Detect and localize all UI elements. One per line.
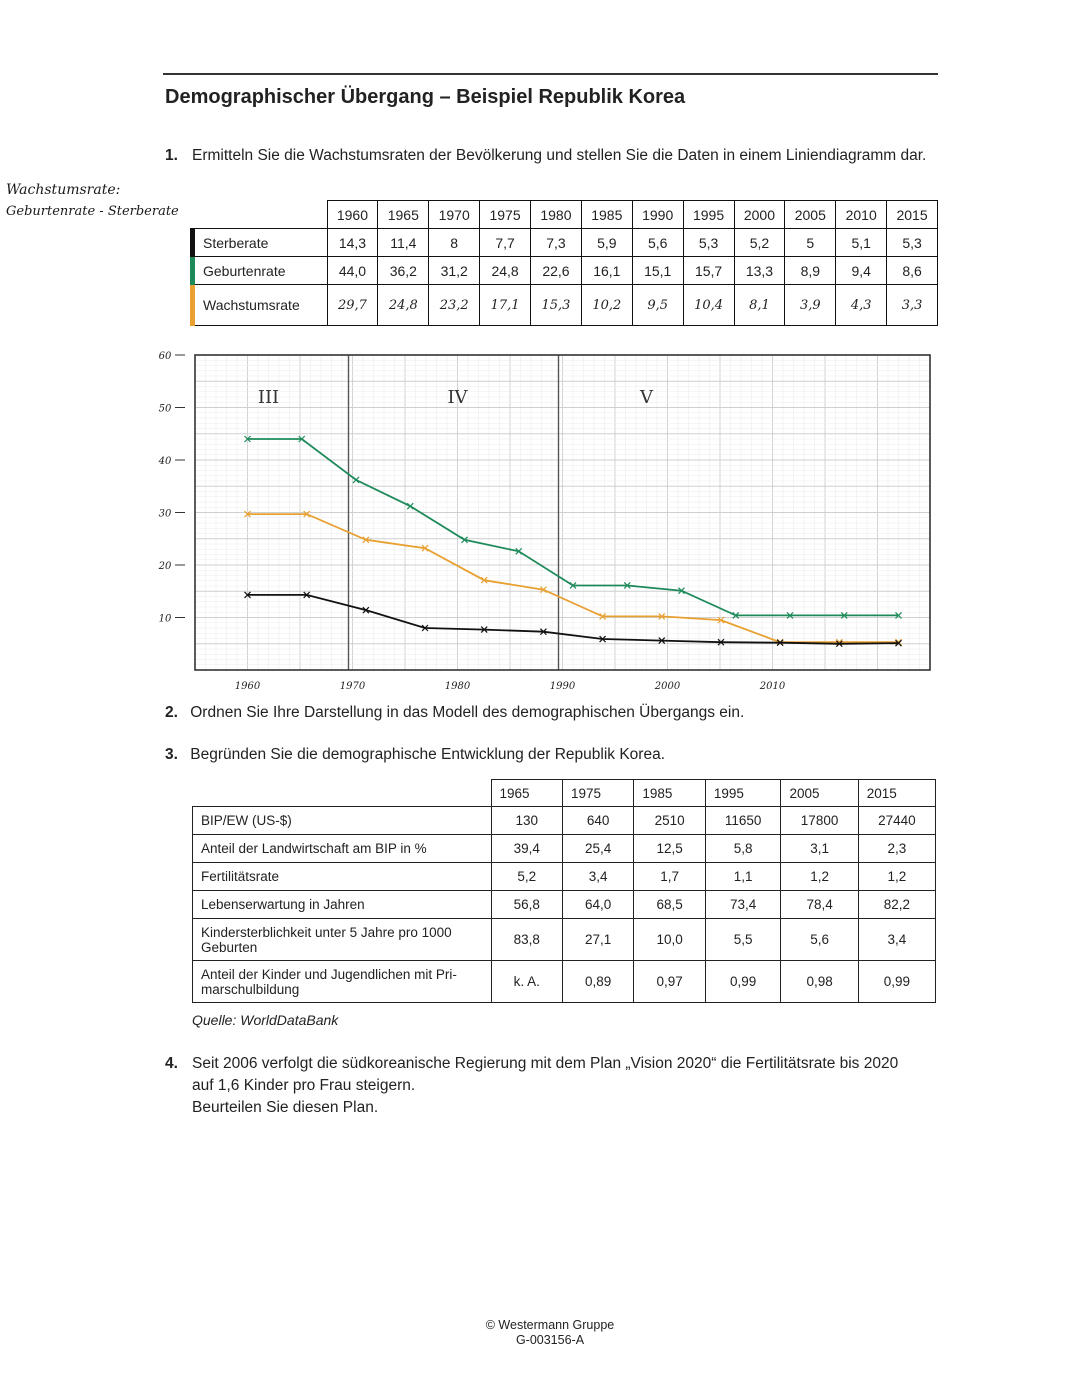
row-label: Fertilitätsrate xyxy=(193,863,492,891)
table-cell: 5,3 xyxy=(683,229,734,257)
table-row xyxy=(193,835,936,863)
table-row xyxy=(193,229,938,257)
rates-header-row xyxy=(193,201,938,229)
econ-table xyxy=(192,779,936,1003)
table-cell: 8,9 xyxy=(785,257,836,285)
handwritten-cell: 4,3 xyxy=(836,285,887,326)
row-label: Anteil der Kinder und Jugendlichen mit Pri-marschulbildung xyxy=(193,961,492,1003)
y-tick-label: 10 xyxy=(158,613,172,625)
year-header: 1965 xyxy=(491,780,562,807)
handwritten-cell: 17,1 xyxy=(480,285,531,326)
table-cell: 0,99 xyxy=(705,961,781,1003)
table-cell: 78,4 xyxy=(781,891,858,919)
year-header: 1975 xyxy=(562,780,633,807)
table-cell: 13,3 xyxy=(734,257,785,285)
table-cell: 16,1 xyxy=(581,257,632,285)
table-row xyxy=(193,285,938,326)
table-cell: 5,9 xyxy=(581,229,632,257)
year-header: 1975 xyxy=(480,201,531,229)
question-1 xyxy=(165,145,945,167)
table-cell: 1,2 xyxy=(858,863,935,891)
table-cell: k. A. xyxy=(491,961,562,1003)
table-cell: 130 xyxy=(491,807,562,835)
table-cell: 56,8 xyxy=(491,891,562,919)
question-2-text: Ordnen Sie Ihre Darstellung in das Modell des demographischen Übergangs ein. xyxy=(190,704,745,721)
question-2-number: 2. xyxy=(165,704,178,721)
margin-note-1: Wachstumsrate: xyxy=(6,182,121,198)
table-cell: 68,5 xyxy=(634,891,705,919)
econ-corner xyxy=(193,780,492,807)
y-tick-label: 30 xyxy=(158,508,172,520)
line-chart xyxy=(140,345,940,700)
x-tick-label: 1980 xyxy=(444,681,471,692)
x-tick-label: 2010 xyxy=(759,681,786,692)
question-4 xyxy=(165,1053,945,1116)
handwritten-cell: 8,1 xyxy=(734,285,785,326)
table-cell: 39,4 xyxy=(491,835,562,863)
table-cell: 5,2 xyxy=(734,229,785,257)
table-cell: 2,3 xyxy=(858,835,935,863)
table-cell: 1,7 xyxy=(634,863,705,891)
year-header: 1995 xyxy=(705,780,781,807)
table-cell: 7,7 xyxy=(480,229,531,257)
margin-note-2: Geburtenrate - Sterberate xyxy=(6,204,179,219)
table-cell: 22,6 xyxy=(531,257,582,285)
year-header: 1960 xyxy=(327,201,378,229)
table-cell: 0,98 xyxy=(781,961,858,1003)
year-header: 1995 xyxy=(683,201,734,229)
year-header: 1970 xyxy=(429,201,480,229)
table-cell: 640 xyxy=(562,807,633,835)
source-note: Quelle: WorldDataBank xyxy=(192,1012,339,1028)
table-row xyxy=(193,961,936,1003)
table-cell: 64,0 xyxy=(562,891,633,919)
question-3 xyxy=(165,744,665,766)
table-cell: 7,3 xyxy=(531,229,582,257)
table-cell: 8,6 xyxy=(887,257,938,285)
handwritten-cell: 15,3 xyxy=(531,285,582,326)
table-cell: 10,0 xyxy=(634,919,705,961)
table-cell: 3,4 xyxy=(858,919,935,961)
table-cell: 1,2 xyxy=(781,863,858,891)
year-header: 1990 xyxy=(632,201,683,229)
row-label-geburtenrate: Geburtenrate xyxy=(193,257,328,285)
y-tick-label: 50 xyxy=(158,403,172,415)
table-cell: 24,8 xyxy=(480,257,531,285)
table-row xyxy=(193,257,938,285)
question-4-line-3: Beurteilen Sie diesen Plan. xyxy=(192,1099,379,1116)
table-row xyxy=(193,919,936,961)
table-cell: 5,6 xyxy=(781,919,858,961)
question-4-number: 4. xyxy=(165,1055,178,1072)
year-header: 1980 xyxy=(531,201,582,229)
table-cell: 0,89 xyxy=(562,961,633,1003)
row-label: Kindersterblichkeit unter 5 Jahre pro 1000 Geburten xyxy=(193,919,492,961)
rates-table xyxy=(190,200,938,326)
row-label: Lebenserwartung in Jahren xyxy=(193,891,492,919)
table-row xyxy=(193,891,936,919)
table-cell: 11,4 xyxy=(378,229,429,257)
handwritten-cell: 3,3 xyxy=(887,285,938,326)
row-label-sterberate: Sterberate xyxy=(193,229,328,257)
year-header: 2005 xyxy=(785,201,836,229)
y-tick-label: 40 xyxy=(158,456,172,467)
row-label: BIP/EW (US-$) xyxy=(193,807,492,835)
question-4-line-1: Seit 2006 verfolgt die südkoreanische Regierung mit dem Plan „Vision 2020“ die Fertilitätsrate bis 2020 xyxy=(192,1055,899,1072)
x-tick-label: 1990 xyxy=(549,681,576,692)
y-tick-label: 60 xyxy=(158,351,172,362)
x-tick-label: 2000 xyxy=(654,681,681,692)
table-cell: 27,1 xyxy=(562,919,633,961)
table-cell: 5,6 xyxy=(632,229,683,257)
y-tick-label: 20 xyxy=(158,561,172,572)
handwritten-cell: 29,7 xyxy=(327,285,378,326)
rates-corner xyxy=(193,201,328,229)
year-header: 2010 xyxy=(836,201,887,229)
handwritten-cell: 10,4 xyxy=(683,285,734,326)
handwritten-cell: 3,9 xyxy=(785,285,836,326)
question-3-number: 3. xyxy=(165,746,178,763)
question-1-number: 1. xyxy=(165,147,178,164)
table-cell: 73,4 xyxy=(705,891,781,919)
phase-label: III xyxy=(257,387,280,408)
question-1-text: Ermitteln Sie die Wachstumsraten der Bevölkerung und stellen Sie die Daten in einem Liniendiagramm dar. xyxy=(192,147,927,164)
data-point xyxy=(407,503,413,509)
phase-label: IV xyxy=(447,387,468,408)
phase-label: V xyxy=(640,387,653,408)
year-header: 2000 xyxy=(734,201,785,229)
x-tick-label: 1960 xyxy=(234,681,261,692)
table-cell: 25,4 xyxy=(562,835,633,863)
table-cell: 83,8 xyxy=(491,919,562,961)
handwritten-cell: 9,5 xyxy=(632,285,683,326)
table-cell: 8 xyxy=(429,229,480,257)
question-4-line-2: auf 1,6 Kinder pro Frau steigern. xyxy=(192,1077,416,1094)
table-cell: 1,1 xyxy=(705,863,781,891)
table-cell: 27440 xyxy=(858,807,935,835)
question-3-text: Begründen Sie die demographische Entwicklung der Republik Korea. xyxy=(190,746,666,763)
table-cell: 3,4 xyxy=(562,863,633,891)
year-header: 1985 xyxy=(581,201,632,229)
year-header: 1965 xyxy=(378,201,429,229)
year-header: 2005 xyxy=(781,780,858,807)
table-cell: 9,4 xyxy=(836,257,887,285)
table-cell: 5,5 xyxy=(705,919,781,961)
x-tick-label: 1970 xyxy=(339,681,366,692)
table-cell: 15,7 xyxy=(683,257,734,285)
year-header: 2015 xyxy=(887,201,938,229)
page-title: Demographischer Übergang – Beispiel Republik Korea xyxy=(165,86,686,108)
econ-header-row xyxy=(193,780,936,807)
table-cell: 5 xyxy=(785,229,836,257)
table-cell: 3,1 xyxy=(781,835,858,863)
table-cell: 15,1 xyxy=(632,257,683,285)
table-cell: 0,97 xyxy=(634,961,705,1003)
table-cell: 36,2 xyxy=(378,257,429,285)
table-row xyxy=(193,863,936,891)
year-header: 1985 xyxy=(634,780,705,807)
table-cell: 44,0 xyxy=(327,257,378,285)
table-cell: 11650 xyxy=(705,807,781,835)
table-cell: 12,5 xyxy=(634,835,705,863)
table-cell: 5,3 xyxy=(887,229,938,257)
handwritten-cell: 10,2 xyxy=(581,285,632,326)
table-cell: 5,1 xyxy=(836,229,887,257)
table-cell: 2510 xyxy=(634,807,705,835)
table-cell: 31,2 xyxy=(429,257,480,285)
row-label-wachstumsrate: Wachstumsrate xyxy=(193,285,328,326)
table-cell: 0,99 xyxy=(858,961,935,1003)
table-cell: 82,2 xyxy=(858,891,935,919)
table-cell: 5,8 xyxy=(705,835,781,863)
row-label: Anteil der Landwirtschaft am BIP in % xyxy=(193,835,492,863)
footer xyxy=(440,1318,660,1348)
table-row xyxy=(193,807,936,835)
top-rule xyxy=(163,73,938,75)
year-header: 2015 xyxy=(858,780,935,807)
footer-code: G-003156-A xyxy=(515,1333,585,1347)
table-cell: 17800 xyxy=(781,807,858,835)
question-2 xyxy=(165,702,744,724)
table-cell: 5,2 xyxy=(491,863,562,891)
table-cell: 14,3 xyxy=(327,229,378,257)
footer-copyright: © Westermann Gruppe xyxy=(485,1318,615,1332)
handwritten-cell: 23,2 xyxy=(429,285,480,326)
handwritten-cell: 24,8 xyxy=(378,285,429,326)
